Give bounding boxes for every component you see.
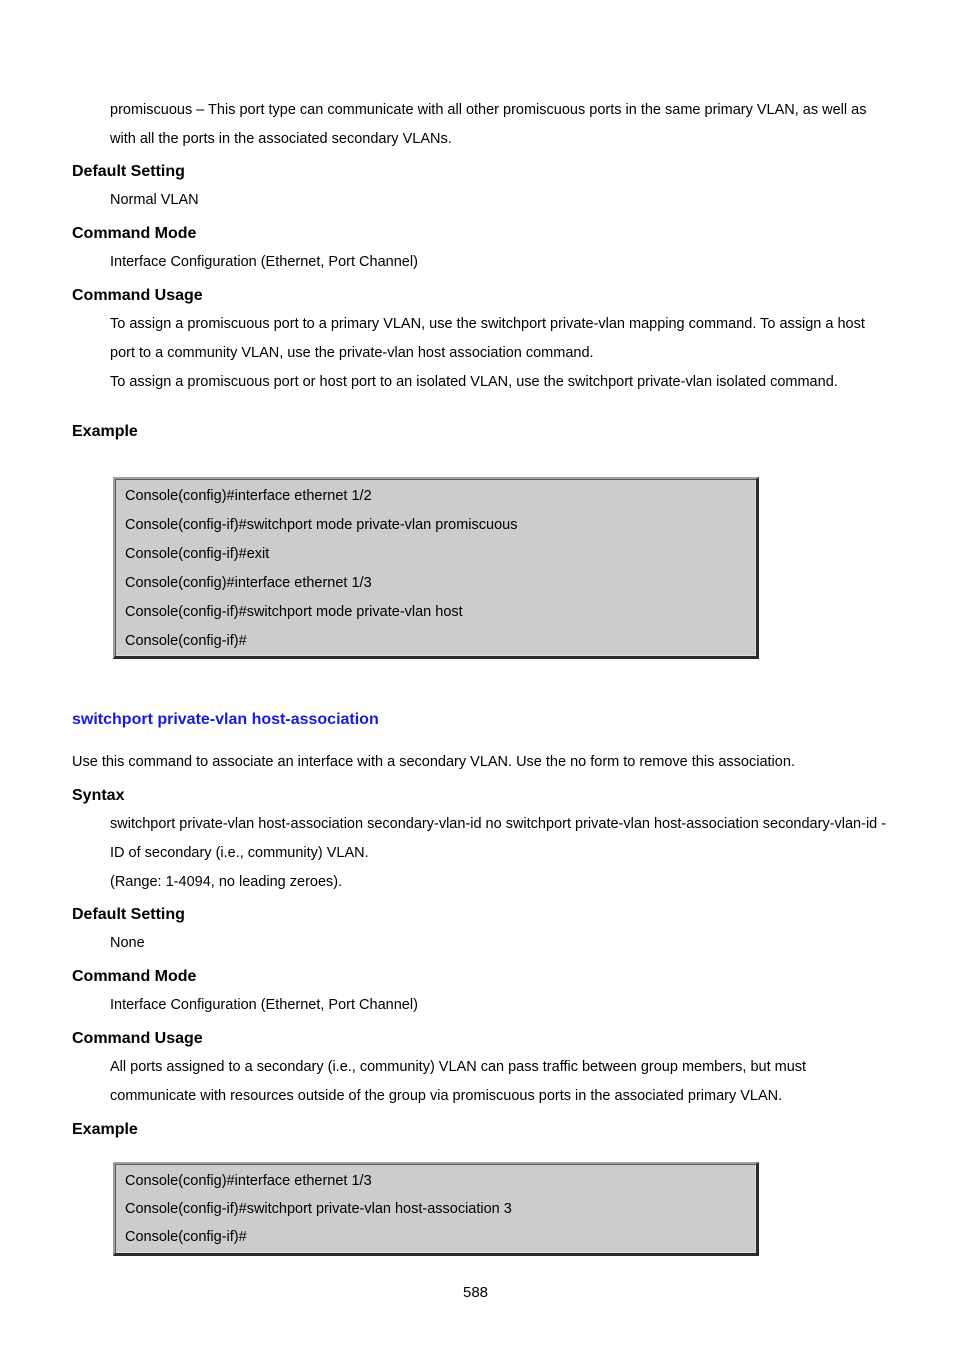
command-usage-line-3: To assign a promiscuous port or host port to an isolated VLAN, use the switchport private-vlan isolated command.	[110, 374, 838, 390]
code-line: Console(config-if)#	[125, 1229, 247, 1245]
syntax-line-3: (Range: 1-4094, no leading zeroes).	[110, 874, 343, 890]
command-usage-line-2: communicate with resources outside of the group via promiscuous ports in the associated primary VLAN.	[110, 1088, 783, 1104]
example-heading: Example	[72, 423, 138, 440]
command-usage-line-1: All ports assigned to a secondary (i.e., community) VLAN can pass traffic between group members, but must	[110, 1059, 807, 1075]
command-mode-heading: Command Mode	[72, 225, 197, 242]
code-line: Console(config-if)#switchport private-vlan host-association 3	[125, 1201, 512, 1217]
default-setting-value: Normal VLAN	[110, 192, 199, 208]
default-setting-heading: Default Setting	[72, 163, 185, 180]
syntax-heading: Syntax	[72, 787, 125, 804]
page-number: 588	[463, 1284, 489, 1301]
code-line: Console(config)#interface ethernet 1/2	[125, 488, 372, 504]
code-line: Console(config-if)#	[125, 633, 247, 649]
promiscuous-description-line-2: with all the ports in the associated secondary VLANs.	[110, 131, 452, 147]
default-setting-value: None	[110, 935, 145, 951]
default-setting-heading: Default Setting	[72, 906, 185, 923]
command-usage-heading: Command Usage	[72, 1030, 203, 1047]
code-example-box	[113, 477, 759, 659]
command-usage-line-1: To assign a promiscuous port to a primary VLAN, use the switchport private-vlan mapping command. To assign a host	[110, 316, 865, 332]
code-line: Console(config-if)#switchport mode private-vlan host	[125, 604, 463, 620]
code-line: Console(config-if)#exit	[125, 546, 270, 562]
code-line: Console(config)#interface ethernet 1/3	[125, 1173, 372, 1189]
code-line: Console(config)#interface ethernet 1/3	[125, 575, 372, 591]
command-mode-value: Interface Configuration (Ethernet, Port Channel)	[110, 254, 418, 270]
code-example-box	[113, 1162, 759, 1256]
syntax-line-2: ID of secondary (i.e., community) VLAN.	[110, 845, 369, 861]
command-mode-value: Interface Configuration (Ethernet, Port Channel)	[110, 997, 418, 1013]
command-title: switchport private-vlan host-association	[72, 711, 379, 728]
command-description: Use this command to associate an interface with a secondary VLAN. Use the no form to remove this association.	[72, 754, 795, 770]
command-usage-line-2: port to a community VLAN, use the private-vlan host association command.	[110, 345, 594, 361]
code-line: Console(config-if)#switchport mode private-vlan promiscuous	[125, 517, 518, 533]
example-heading: Example	[72, 1121, 138, 1138]
command-usage-heading: Command Usage	[72, 287, 203, 304]
promiscuous-description-line-1: promiscuous – This port type can communicate with all other promiscuous ports in the same primary VLAN, as well as	[110, 102, 867, 118]
command-mode-heading: Command Mode	[72, 968, 197, 985]
syntax-line-1: switchport private-vlan host-association secondary-vlan-id no switchport private-vlan host-association secondary-vlan-id -	[110, 816, 887, 832]
